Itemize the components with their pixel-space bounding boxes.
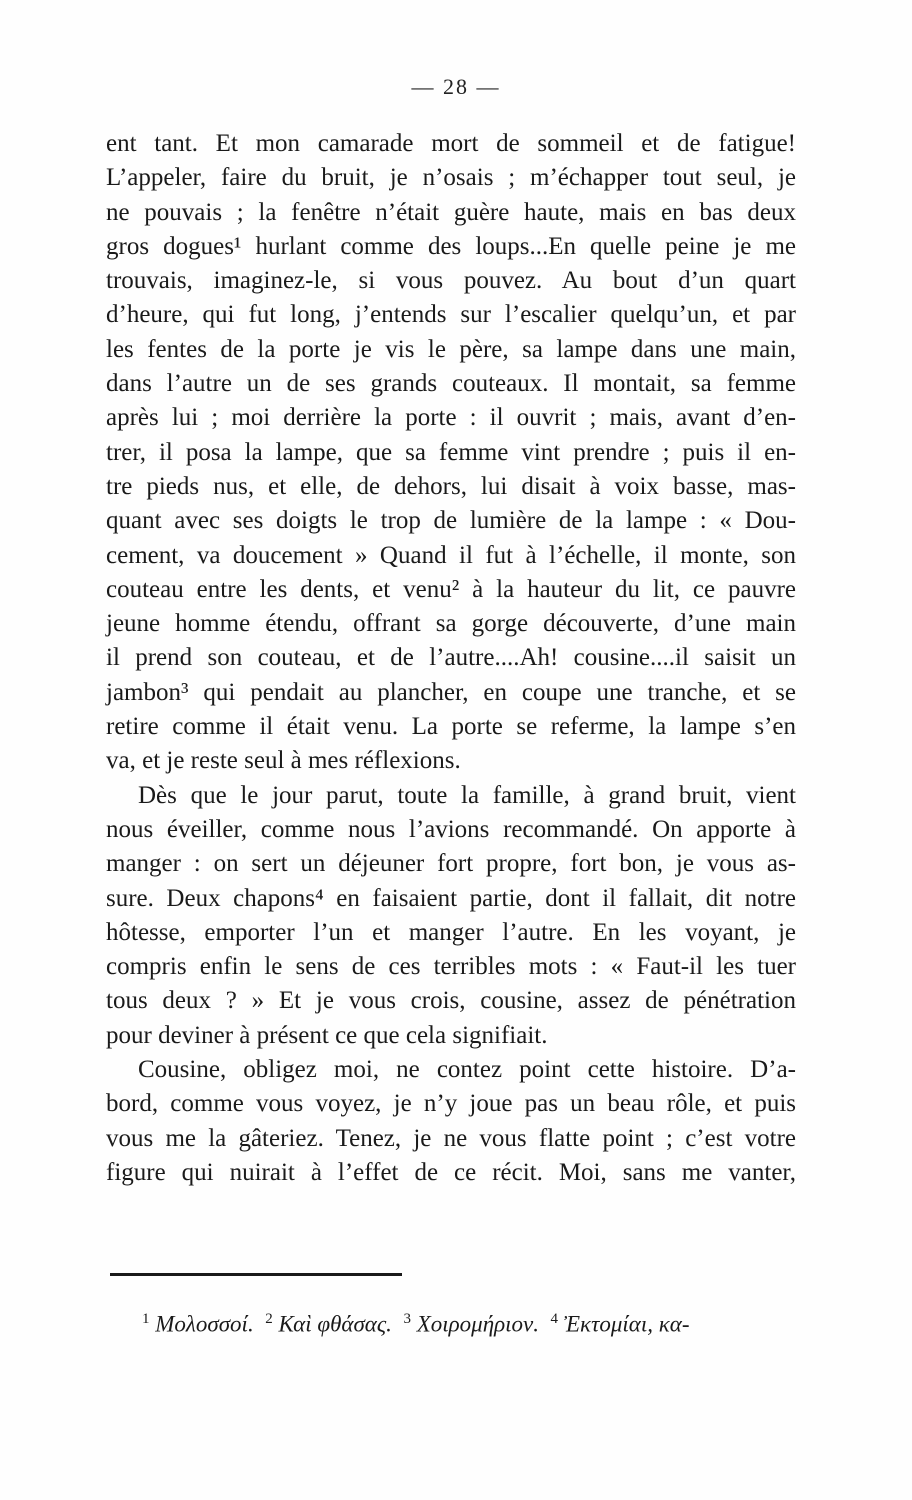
footnote-text: Καὶ φθάσας. (278, 1311, 392, 1337)
text-line: sure. Deux chapons⁴ en faisaient partie, dont il fallait, dit notre (106, 884, 796, 912)
footnote-text: Μολοσσοί. (155, 1311, 254, 1337)
text-line: après lui ; moi derrière la porte : il ouvrit ; mais, avant d’en- (106, 404, 796, 432)
text-line: quant avec ses doigts le trop de lumière de la lampe : « Dou- (106, 507, 796, 535)
text-line: trouvais, imaginez-le, si vous pouvez. Au bout d’un quart (106, 267, 796, 295)
text-line: nous éveiller, comme nous l’avions recommandé. On apporte à (106, 815, 796, 843)
text-line: gros dogues¹ hurlant comme des loups...En quelle peine je me (106, 232, 796, 260)
page-number: — 28 — (411, 74, 501, 99)
text-line: compris enfin le sens de ces terribles mots : « Faut-il les tuer (106, 953, 796, 981)
text-line: vous me la gâteriez. Tenez, je ne vous flatte point ; c’est votre (106, 1124, 796, 1152)
text-line: il prend son couteau, et de l’autre....Ah! cousine....il saisit un (106, 644, 796, 672)
paragraph-start-line: Dès que le jour parut, toute la famille, à grand bruit, vient (138, 781, 796, 809)
text-line: L’appeler, faire du bruit, je n’osais ; m’échapper tout seul, je (106, 164, 796, 192)
text-line: d’heure, qui fut long, j’entends sur l’escalier quelqu’un, et par (106, 301, 796, 329)
text-line: retire comme il était venu. La porte se referme, la lampe s’en (106, 713, 796, 741)
text-line: figure qui nuirait à l’effet de ce récit. Moi, sans me vanter, (106, 1158, 796, 1186)
paragraph-start-line: Cousine, obligez moi, ne contez point cette histoire. D’a- (138, 1056, 796, 1084)
footnote-text: Χοιρομήριον. (416, 1311, 540, 1337)
text-line: tre pieds nus, et elle, de dehors, lui disait à voix basse, mas- (106, 472, 796, 500)
text-line: jeune homme étendu, offrant sa gorge découverte, d’une main (106, 610, 796, 638)
text-line: manger : on sert un déjeuner fort propre, fort bon, je vous as- (106, 850, 796, 878)
footnote-number: 4 (550, 1311, 559, 1327)
text-line: tous deux ? » Et je vous crois, cousine, assez de pénétration (106, 987, 796, 1015)
footnote-number: 2 (265, 1311, 273, 1327)
footnote-number: 3 (403, 1311, 411, 1327)
footnotes (142, 1302, 802, 1342)
paragraph-end-line: va, et je reste seul à mes réflexions. (106, 747, 461, 775)
footnote-number: 1 (142, 1311, 150, 1327)
text-line: couteau entre les dents, et venu² à la hauteur du lit, ce pauvre (106, 575, 796, 603)
text-line: ne pouvais ; la fenêtre n’était guère haute, mais en bas deux (106, 198, 796, 226)
text-line: ent tant. Et mon camarade mort de sommeil et de fatigue! (106, 130, 796, 157)
text-line: bord, comme vous voyez, je n’y joue pas un beau rôle, et puis (106, 1090, 796, 1118)
text-line: dans l’autre un de ses grands couteaux. Il montait, sa femme (106, 370, 796, 398)
text-line: trer, il posa la lampe, que sa femme vint prendre ; puis il en- (106, 438, 796, 466)
text-line: hôtesse, emporter l’un et manger l’autre. En les voyant, je (106, 918, 796, 946)
text-line: cement, va doucement » Quand il fut à l’échelle, il monte, son (106, 541, 796, 569)
paragraph-end-line: pour deviner à présent ce que cela signifiait. (106, 1021, 548, 1049)
body-text (106, 127, 796, 1190)
footnote-separator (110, 1273, 402, 1276)
text-line: jambon³ qui pendait au plancher, en coupe une tranche, et se (106, 678, 796, 706)
text-line: les fentes de la porte je vis le père, sa lampe dans une main, (106, 335, 796, 363)
footnote-text: Ἐκτομίαι, κα- (563, 1311, 690, 1337)
